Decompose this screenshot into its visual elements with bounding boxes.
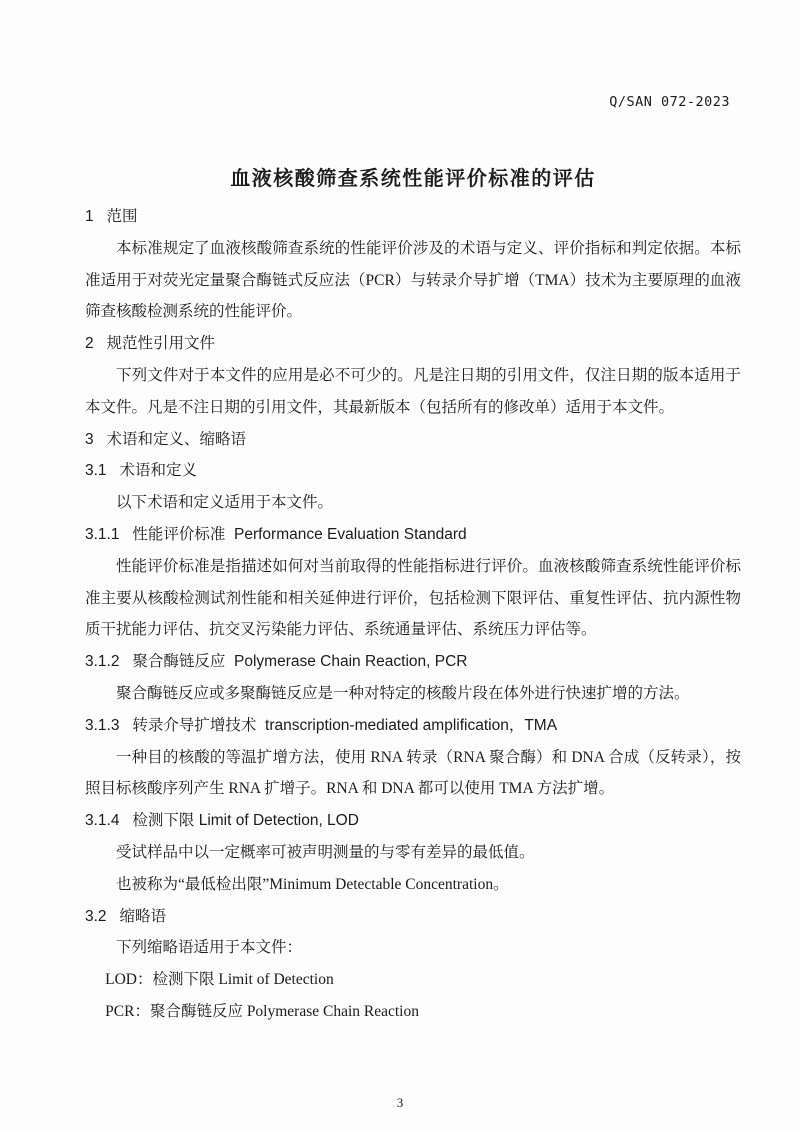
abbreviation-lod: LOD：检测下限 Limit of Detection xyxy=(105,971,334,989)
document-title: 血液核酸筛查系统性能评价标准的评估 xyxy=(230,168,596,190)
section-heading-terms: 3 术语和定义、缩略语 xyxy=(85,430,247,448)
section-heading-references: 2 规范性引用文件 xyxy=(85,335,216,353)
paragraph-definitions-intro: 以下术语和定义适用于本文件。 xyxy=(116,494,334,512)
paragraph-pcr: 聚合酶链反应或多聚酶链反应是一种对特定的核酸片段在体外进行快速扩增的方法。 xyxy=(116,684,690,702)
subsection-heading-definitions: 3.1 术语和定义 xyxy=(85,462,197,480)
paragraph-tma: 一种目的核酸的等温扩增方法，使用 RNA 转录（RNA 聚合酶）和 DNA 合成（反转录），按照目标核酸序列产生 RNA 扩增子。RNA 和 DNA 都可以使用 TMA 方法扩增。 xyxy=(85,748,741,798)
document-body xyxy=(85,0,741,1028)
term-heading-tma: 3.1.3 转录介导扩增技术 transcription-mediated amplification，TMA xyxy=(85,716,558,734)
paragraph-abbreviations-intro: 下列缩略语适用于本文件： xyxy=(116,939,303,957)
document-number: Q/SAN 072-2023 xyxy=(609,94,730,110)
page-number: 3 xyxy=(396,1095,404,1110)
paragraph-scope: 本标准规定了血液核酸筛查系统的性能评价涉及的术语与定义、评价指标和判定依据。本标准适用于对荧光定量聚合酶链式反应法（PCR）与转录介导扩增（TMA）技术为主要原理的血液筛查核酸检测系统的性能评价。 xyxy=(85,239,741,321)
term-heading-pcr: 3.1.2 聚合酶链反应 Polymerase Chain Reaction, PCR xyxy=(85,653,468,671)
term-heading-lod: 3.1.4 检测下限 Limit of Detection, LOD xyxy=(85,812,359,830)
abbreviation-pcr: PCR：聚合酶链反应 Polymerase Chain Reaction xyxy=(105,1002,419,1020)
paragraph-lod-definition: 受试样品中以一定概率可被声明测量的与零有差异的最低值。 xyxy=(116,843,535,861)
section-heading-scope: 1 范围 xyxy=(85,208,138,225)
paragraph-lod-alias: 也被称为“最低检出限”Minimum Detectable Concentration。 xyxy=(116,875,509,893)
subsection-heading-abbreviations: 3.2 缩略语 xyxy=(85,907,166,925)
paragraph-references: 下列文件对于本文件的应用是必不可少的。凡是注日期的引用文件，仅注日期的版本适用于本文件。凡是不注日期的引用文件，其最新版本（包括所有的修改单）适用于本文件。 xyxy=(85,366,741,416)
term-heading-performance-standard: 3.1.1 性能评价标准 Performance Evaluation Standard xyxy=(85,525,467,543)
paragraph-performance-standard: 性能评价标准是指描述如何对当前取得的性能指标进行评价。血液核酸筛查系统性能评价标准主要从核酸检测试剂性能和相关延伸进行评价，包括检测下限评估、重复性评估、抗内源性物质干扰能力评估、抗交叉污染能力评估、系统通量评估、系统压力评估等。 xyxy=(85,557,741,639)
